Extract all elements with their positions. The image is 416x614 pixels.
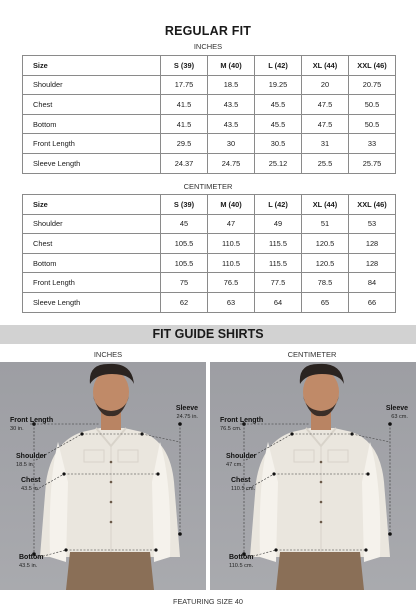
table-cell: Shoulder	[23, 75, 161, 95]
table-cell: 50.5	[349, 114, 396, 134]
header-cell: XL (44)	[302, 195, 349, 215]
header-cell: M (40)	[208, 195, 255, 215]
table-row	[23, 234, 396, 254]
table-cell: 31	[302, 134, 349, 154]
header-cell: XXL (46)	[349, 195, 396, 215]
table-cell: 110.5	[208, 234, 255, 254]
table-cell: 47	[208, 214, 255, 234]
table-cell: 41.5	[161, 95, 208, 115]
chest-label: Chest	[21, 477, 41, 484]
table-cell: 20	[302, 75, 349, 95]
front-length-label: Front Length	[10, 417, 54, 424]
chest-annotation	[21, 477, 40, 493]
table-cell: 25.5	[302, 153, 349, 173]
table-cell: 128	[349, 234, 396, 254]
table-row	[23, 95, 396, 115]
table-cell: 25.12	[255, 153, 302, 173]
centimeter-caption: CENTIMETER	[183, 182, 233, 191]
table-row	[23, 153, 396, 173]
table-cell: 19.25	[255, 75, 302, 95]
table-cell: 66	[349, 292, 396, 312]
table-row	[23, 134, 396, 154]
table-cell: 20.75	[349, 75, 396, 95]
table-cell: 63	[208, 292, 255, 312]
table-cell: 51	[302, 214, 349, 234]
regular-fit-title: REGULAR FIT	[164, 24, 252, 38]
sleeve-annotation	[176, 405, 198, 421]
sleeve-label: Sleeve	[385, 405, 408, 412]
table-cell: 84	[349, 273, 396, 293]
table-cell: 120.5	[302, 253, 349, 273]
featuring-size-caption: FEATURING SIZE 40	[172, 597, 243, 606]
table-cell: 43.5	[208, 95, 255, 115]
table-cell: 30	[208, 134, 255, 154]
bottom-label: Bottom	[229, 554, 254, 561]
inches-caption: INCHES	[193, 42, 223, 51]
table-cell: 24.75	[208, 153, 255, 173]
table-cell: 17.75	[161, 75, 208, 95]
table-cell: 49	[255, 214, 302, 234]
table-row	[23, 253, 396, 273]
fit-guide-title: FIT GUIDE SHIRTS	[152, 327, 264, 341]
front-length-label: Front Length	[220, 417, 264, 424]
shoulder-label: Shoulder	[16, 453, 47, 460]
table-cell: 75	[161, 273, 208, 293]
table-row	[23, 114, 396, 134]
chest-value: 43.5 in.	[21, 486, 40, 492]
shoulder-value: 18.5 in.	[16, 462, 35, 468]
table-cell: 25.75	[349, 153, 396, 173]
chest-annotation	[231, 477, 255, 493]
table-cell: Chest	[23, 234, 161, 254]
header-cell: Size	[23, 56, 161, 76]
table-cell: 65	[302, 292, 349, 312]
header-cell: L (42)	[255, 56, 302, 76]
table-cell: Shoulder	[23, 214, 161, 234]
table-cell: 47.5	[302, 95, 349, 115]
centimeter-size-table	[22, 194, 396, 313]
bottom-label: Bottom	[19, 554, 44, 561]
panel-caption-inches: INCHES	[93, 350, 123, 359]
table-cell: Sleeve Length	[23, 153, 161, 173]
sleeve-value: 24.75 in.	[176, 414, 198, 420]
table-cell: Sleeve Length	[23, 292, 161, 312]
table-cell: 78.5	[302, 273, 349, 293]
table-row	[23, 273, 396, 293]
chest-value: 110.5 cm.	[231, 486, 256, 492]
table-row	[23, 214, 396, 234]
fit-guide-panel-inches	[0, 362, 206, 590]
table-cell: Front Length	[23, 134, 161, 154]
table-cell: Front Length	[23, 273, 161, 293]
table-cell: 76.5	[208, 273, 255, 293]
header-cell: Size	[23, 195, 161, 215]
table-cell: 62	[161, 292, 208, 312]
chest-label: Chest	[231, 477, 251, 484]
sleeve-annotation	[386, 405, 408, 421]
table-header-row	[23, 195, 396, 215]
bottom-annotation	[19, 554, 44, 570]
shoulder-value: 47 cm.	[226, 462, 243, 468]
table-cell: 33	[349, 134, 396, 154]
shoulder-label: Shoulder	[226, 453, 257, 460]
bottom-value: 110.5 cm.	[229, 563, 254, 569]
table-cell: 18.5	[208, 75, 255, 95]
header-cell: S (39)	[161, 56, 208, 76]
table-cell: 45.5	[255, 114, 302, 134]
table-row	[23, 75, 396, 95]
table-cell: 120.5	[302, 234, 349, 254]
bottom-annotation	[229, 554, 254, 570]
table-cell: 64	[255, 292, 302, 312]
table-cell: 77.5	[255, 273, 302, 293]
table-cell: Bottom	[23, 114, 161, 134]
header-cell: XXL (46)	[349, 56, 396, 76]
table-cell: 105.5	[161, 253, 208, 273]
front-length-value: 30 in.	[10, 426, 24, 432]
panel-caption-centimeter: CENTIMETER	[287, 350, 337, 359]
header-cell: XL (44)	[302, 56, 349, 76]
front-length-value: 76.5 cm.	[220, 426, 242, 432]
header-cell: S (39)	[161, 195, 208, 215]
table-cell: 45	[161, 214, 208, 234]
table-cell: 45.5	[255, 95, 302, 115]
table-cell: 128	[349, 253, 396, 273]
table-header-row	[23, 56, 396, 76]
table-cell: 43.5	[208, 114, 255, 134]
table-cell: 47.5	[302, 114, 349, 134]
table-cell: 115.5	[255, 234, 302, 254]
table-cell: 24.37	[161, 153, 208, 173]
table-cell: 29.5	[161, 134, 208, 154]
front-length-annotation	[220, 417, 263, 433]
table-cell: 50.5	[349, 95, 396, 115]
table-cell: 110.5	[208, 253, 255, 273]
fit-guide-panel-centimeter	[210, 362, 416, 590]
table-cell: Bottom	[23, 253, 161, 273]
shoulder-annotation	[16, 453, 46, 469]
table-cell: 41.5	[161, 114, 208, 134]
header-cell: L (42)	[255, 195, 302, 215]
bottom-value: 43.5 in.	[19, 563, 38, 569]
inches-size-table	[22, 55, 396, 174]
sleeve-value: 63 cm.	[391, 414, 408, 420]
header-cell: M (40)	[208, 56, 255, 76]
table-cell: 30.5	[255, 134, 302, 154]
table-row	[23, 292, 396, 312]
table-cell: 53	[349, 214, 396, 234]
shoulder-annotation	[226, 453, 256, 469]
sleeve-label: Sleeve	[175, 405, 198, 412]
table-cell: 105.5	[161, 234, 208, 254]
front-length-annotation	[10, 417, 53, 433]
table-cell: 115.5	[255, 253, 302, 273]
table-cell: Chest	[23, 95, 161, 115]
